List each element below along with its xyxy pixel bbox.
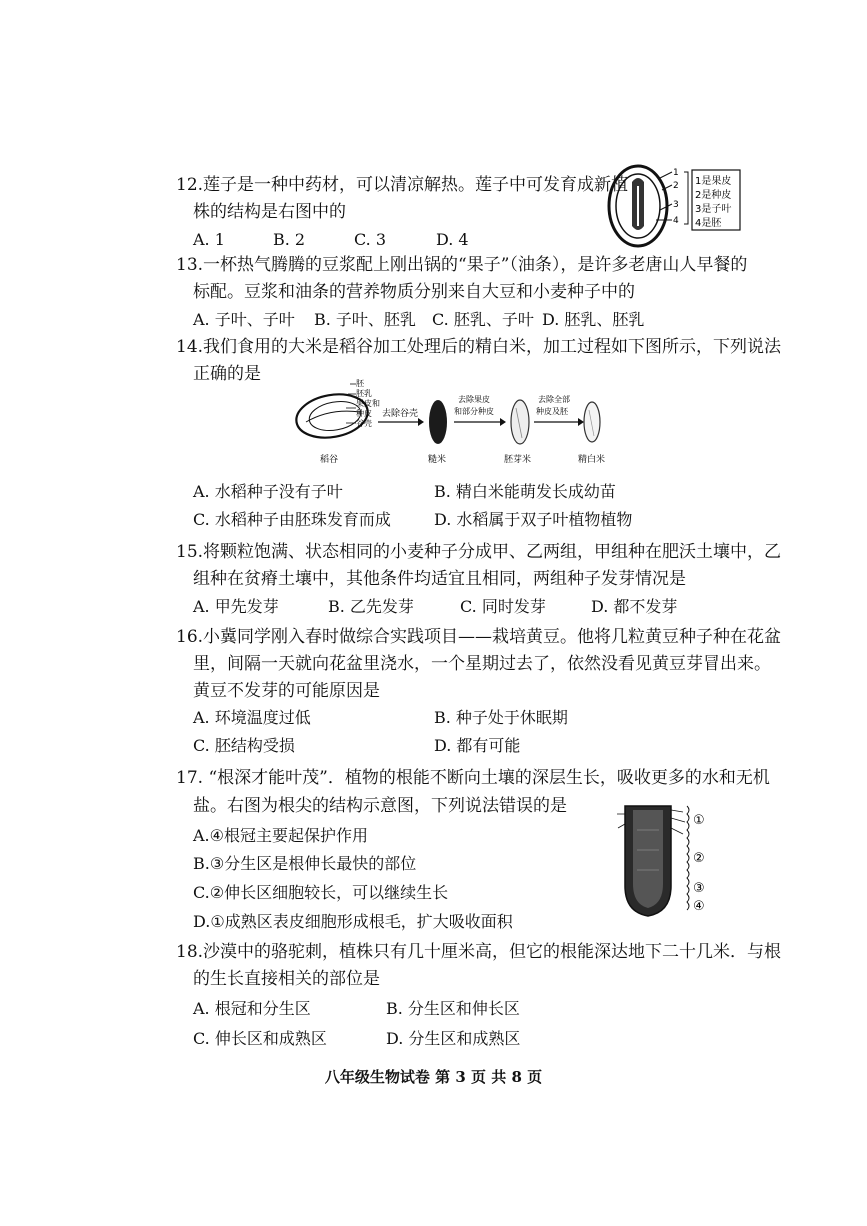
q14-stem-line2: 正确的是: [193, 364, 261, 384]
rice-step-label: 和部分种皮: [454, 407, 494, 416]
q13-option-b: B. 子叶、胚乳: [314, 310, 416, 329]
rice-part-label: 胚乳: [356, 389, 372, 398]
q13-option-c: C. 胚乳、子叶: [432, 310, 534, 329]
rice-step-label: 种皮及胚: [536, 407, 568, 416]
lotus-label-2: 2: [673, 181, 679, 191]
rice-product-label: 糙米: [428, 455, 447, 465]
lotus-label-1: 1: [673, 168, 679, 178]
q16-stem-line2: 里，间隔一天就向花盆里浇水，一个星期过去了，依然没看见黄豆芽冒出来。: [193, 654, 771, 674]
q15-stem-line1: 15.将颗粒饱满、状态相同的小麦种子分成甲、乙两组，甲组种在肥沃土壤中，乙: [176, 542, 782, 562]
page-footer: 八年级生物试卷 第 3 页 共 8 页: [324, 1068, 543, 1086]
q17-option-d: D.①成熟区表皮细胞形成根毛，扩大吸收面积: [193, 912, 513, 931]
q12-option-d: D. 4: [436, 230, 469, 249]
q12-option-b: B. 2: [273, 230, 306, 249]
q18-option-c: C. 伸长区和成熟区: [193, 1029, 327, 1048]
rice-processing-figure: [290, 378, 630, 470]
q14-stem-line1: 14.我们食用的大米是稻谷加工处理后的精白米，加工过程如下图所示，下列说法: [176, 337, 782, 357]
rice-part-label: 果皮和: [356, 399, 380, 408]
q15-stem-line2: 组种在贫瘠土壤中，其他条件均适宜且相同，两组种子发芽情况是: [193, 569, 686, 589]
q16-stem-line3: 黄豆不发芽的可能原因是: [193, 681, 380, 701]
rice-step-label: 去除谷壳: [382, 409, 419, 419]
q17-stem-line1: 17. “根深才能叶茂”．植物的根能不断向土壤的深层生长，吸收更多的水和无机: [176, 768, 770, 788]
q13-stem-line1: 13.一杯热气腾腾的豆浆配上刚出锅的“果子”（油条），是许多老唐山人早餐的: [176, 255, 748, 275]
q15-option-d: D. 都不发芽: [591, 597, 678, 616]
lotus-label-4: 4: [673, 216, 679, 226]
q12-option-a: A. 1: [193, 230, 225, 249]
q12-stem-line1: 12.莲子是一种中药材，可以清凉解热。莲子中可发育成新植: [176, 175, 629, 195]
lotus-label-3: 3: [673, 200, 679, 210]
q14-option-d: D. 水稻属于双子叶植物植物: [434, 510, 633, 529]
q18-stem-line2: 的生长直接相关的部位是: [193, 969, 380, 989]
rice-step-label: 去除全部: [538, 395, 570, 404]
q16-option-a: A. 环境温度过低: [193, 708, 311, 727]
root-label-4: ④: [693, 899, 705, 914]
rice-step-label: 去除果皮: [458, 395, 490, 404]
q16-option-c: C. 胚结构受损: [193, 736, 295, 755]
q12-option-c: C. 3: [354, 230, 387, 249]
q13-option-a: A. 子叶、子叶: [193, 310, 295, 329]
q13-stem-line2: 标配。豆浆和油条的营养物质分别来自大豆和小麦种子中的: [193, 282, 635, 302]
q15-option-b: B. 乙先发芽: [328, 597, 414, 616]
lotus-legend-1: 1是果皮: [695, 176, 732, 187]
q12-stem-line2: 株的结构是右图中的: [193, 202, 346, 222]
lotus-legend-2: 2是种皮: [695, 190, 732, 201]
lotus-seed-figure: [600, 160, 760, 260]
rice-part-label: 种皮: [356, 409, 372, 418]
q17-option-c: C.②伸长区细胞较长，可以继续生长: [193, 883, 449, 902]
rice-product-label: 精白米: [578, 455, 606, 465]
q15-option-a: A. 甲先发芽: [193, 597, 279, 616]
rice-product-label: 胚芽米: [504, 455, 532, 465]
q17-option-a: A.④根冠主要起保护作用: [193, 826, 368, 845]
q18-option-d: D. 分生区和成熟区: [386, 1029, 521, 1048]
q17-stem-line2: 盐。右图为根尖的结构示意图，下列说法错误的是: [193, 796, 567, 816]
root-label-1: ①: [693, 813, 705, 828]
q18-stem-line1: 18.沙漠中的骆驼刺，植株只有几十厘米高，但它的根能深达地下二十几米．与根: [176, 942, 782, 962]
lotus-legend-3: 3是子叶: [695, 204, 732, 215]
q13-option-d: D. 胚乳、胚乳: [542, 310, 645, 329]
lotus-legend-4: 4是胚: [695, 218, 722, 229]
q17-option-b: B.③分生区是根伸长最快的部位: [193, 854, 417, 873]
root-label-3: ③: [693, 881, 705, 896]
rice-part-label: 胚: [356, 379, 364, 388]
q18-option-b: B. 分生区和伸长区: [386, 999, 520, 1018]
q14-option-b: B. 精白米能萌发长成幼苗: [434, 482, 616, 501]
q16-option-b: B. 种子处于休眠期: [434, 708, 568, 727]
q14-option-c: C. 水稻种子由胚珠发育而成: [193, 510, 391, 529]
q15-option-c: C. 同时发芽: [460, 597, 546, 616]
q16-stem-line1: 16.小冀同学刚入春时做综合实践项目——栽培黄豆。他将几粒黄豆种子种在花盆: [176, 627, 782, 647]
q18-option-a: A. 根冠和分生区: [193, 999, 311, 1018]
q14-option-a: A. 水稻种子没有子叶: [193, 482, 343, 501]
rice-part-label: 谷壳: [356, 419, 372, 428]
rice-product-label: 稻谷: [320, 455, 339, 465]
q16-option-d: D. 都有可能: [434, 736, 521, 755]
root-label-2: ②: [693, 851, 705, 866]
root-tip-figure: [615, 800, 715, 920]
